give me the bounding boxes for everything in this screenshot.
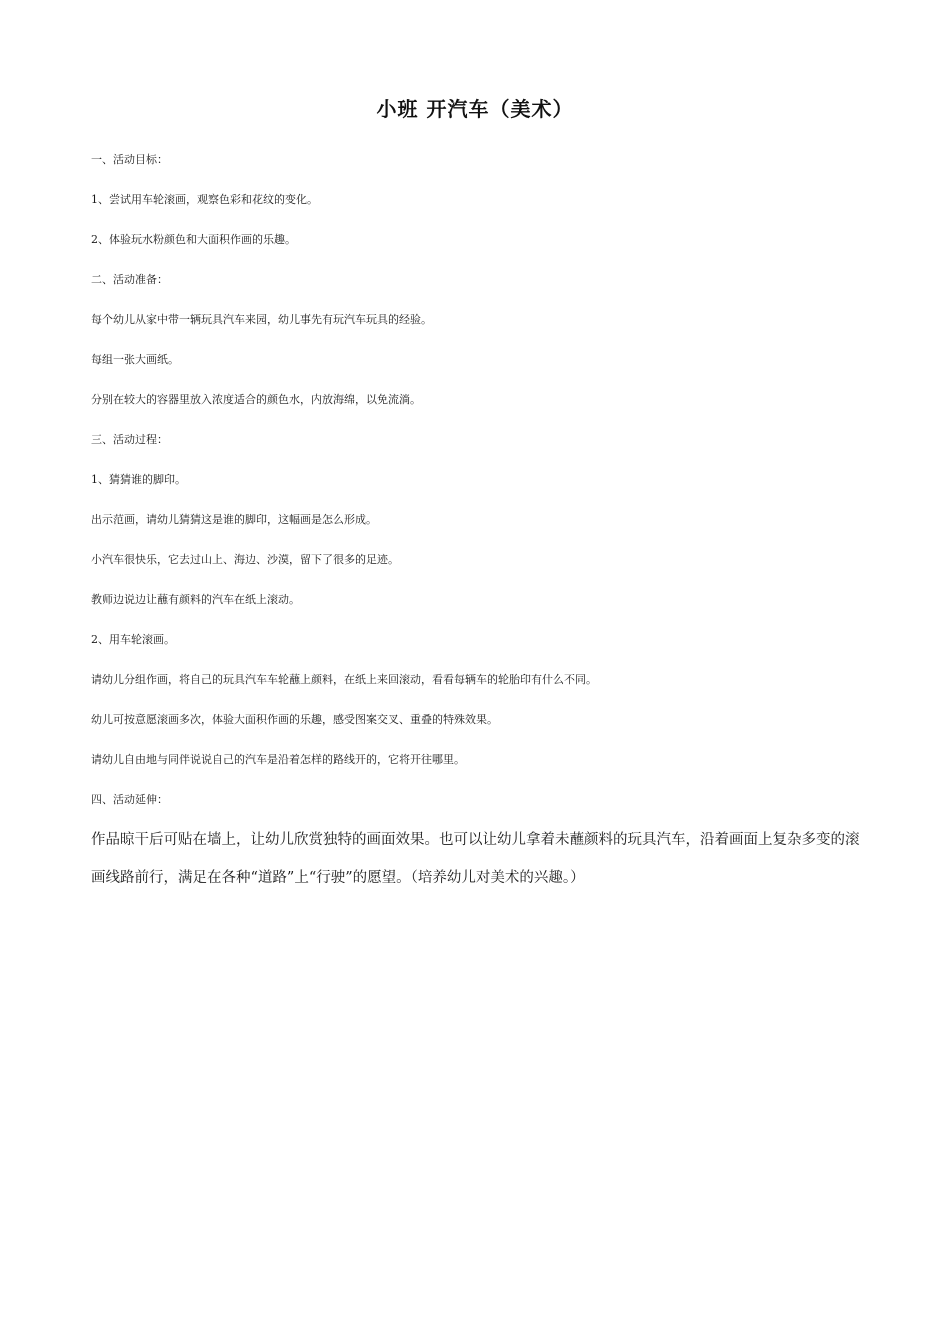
- section-heading-extension: 四、活动延伸：: [91, 793, 168, 806]
- document-body: [91, 150, 871, 917]
- document-title: 小班 开汽车（美术）: [376, 97, 574, 121]
- preparation-item-1: 每个幼儿从家中带一辆玩具汽车来园，幼儿事先有玩汽车玩具的经验。: [91, 313, 432, 326]
- process-step-1-text-3: 教师边说边让蘸有颜料的汽车在纸上滚动。: [91, 593, 300, 606]
- extension-text: 作品晾干后可贴在墙上，让幼儿欣赏独特的画面效果。也可以让幼儿拿着未蘸颜料的玩具汽车，沿着画面上复杂多变的滚画线路前行，满足在各种“道路”上“行驶”的愿望。（培养幼儿对美术的兴趣。）: [91, 832, 860, 886]
- section-heading-process: 三、活动过程：: [91, 433, 168, 446]
- process-step-1-text-2: 小汽车很快乐，它去过山上、海边、沙漠，留下了很多的足迹。: [91, 553, 399, 566]
- process-step-2-heading: 2、用车轮滚画。: [91, 633, 175, 646]
- goal-item-2: 2、体验玩水粉颜色和大面积作画的乐趣。: [91, 233, 296, 246]
- preparation-item-2: 每组一张大画纸。: [91, 353, 179, 366]
- preparation-item-3: 分别在较大的容器里放入浓度适合的颜色水，内放海绵，以免流淌。: [91, 393, 421, 406]
- process-step-2-text-1: 请幼儿分组作画，将自己的玩具汽车车轮蘸上颜料，在纸上来回滚动，看看每辆车的轮胎印有什么不同。: [91, 673, 597, 686]
- section-heading-goals: 一、活动目标：: [91, 153, 168, 166]
- process-step-2-text-2: 幼儿可按意愿滚画多次，体验大面积作画的乐趣，感受图案交叉、重叠的特殊效果。: [91, 713, 498, 726]
- goal-item-1: 1、尝试用车轮滚画，观察色彩和花纹的变化。: [91, 193, 318, 206]
- process-step-2-text-3: 请幼儿自由地与同伴说说自己的汽车是沿着怎样的路线开的，它将开往哪里。: [91, 753, 465, 766]
- section-heading-preparation: 二、活动准备：: [91, 273, 168, 286]
- process-step-1-heading: 1、猜猜谁的脚印。: [91, 473, 186, 486]
- process-step-1-text-1: 出示范画，请幼儿猜猜这是谁的脚印，这幅画是怎么形成。: [91, 513, 377, 526]
